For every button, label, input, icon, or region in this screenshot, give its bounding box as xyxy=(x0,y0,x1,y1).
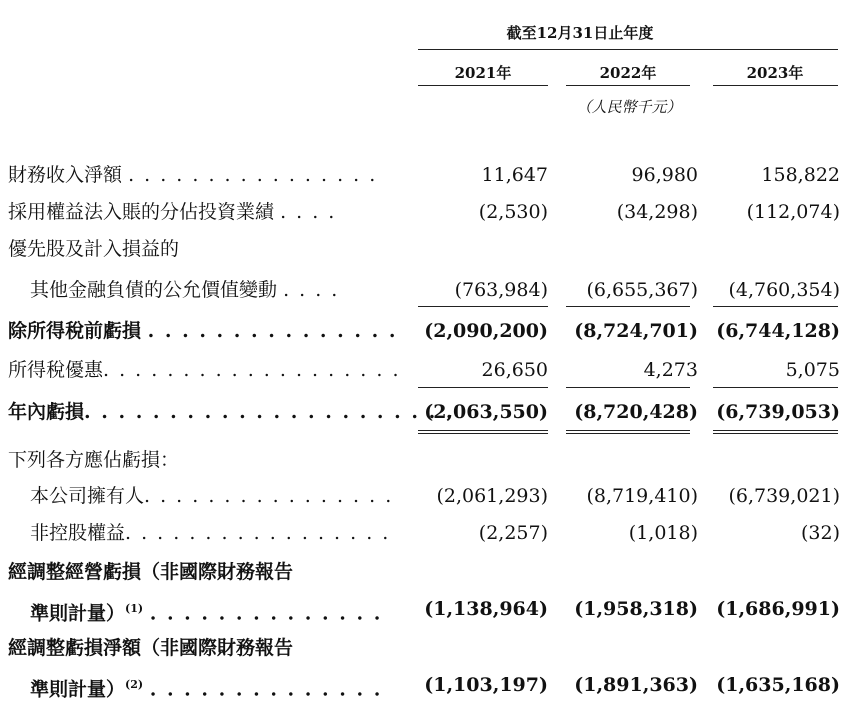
leader-dots: . . . . xyxy=(283,279,340,301)
total-rule-2a xyxy=(566,430,690,431)
subtotal-rule-2 xyxy=(566,306,690,307)
subtotal-rule-4 xyxy=(418,387,548,388)
leader-dots: . . . . . . . . . . . . . . . . xyxy=(144,485,394,507)
row-label: 除所得稅前虧損 xyxy=(8,320,142,342)
table-row xyxy=(0,195,858,229)
table-row xyxy=(0,395,858,429)
value-2021: (1,138,964) xyxy=(424,598,548,620)
value-2023: (4,760,354) xyxy=(728,279,840,301)
value-2023: (6,744,128) xyxy=(716,320,840,342)
value-2022: (34,298) xyxy=(616,201,698,223)
value-2022: (8,720,428) xyxy=(574,401,698,423)
year-2021: 2021年 xyxy=(454,64,512,82)
value-2021: (763,984) xyxy=(454,279,548,301)
row-label: 所得稅優惠 xyxy=(8,359,104,381)
row-label: 準則計量） xyxy=(30,678,126,701)
row-label: 採用權益法入賬的分佔投資業績 xyxy=(8,201,275,223)
subtotal-rule-5 xyxy=(566,387,690,388)
value-2023: (6,739,053) xyxy=(716,401,840,423)
year-rule-3 xyxy=(713,85,838,86)
row-label: 本公司擁有人 xyxy=(30,485,145,507)
total-rule-2b xyxy=(566,433,690,434)
footnote-ref: (1) xyxy=(125,602,144,615)
leader-dots: . . . . . . . . . . . . . . . . . . . . . . xyxy=(84,401,455,423)
value-2023: (6,739,021) xyxy=(728,485,840,507)
unit-label: （人民幣千元） xyxy=(576,98,682,116)
row-label: 優先股及計入損益的 xyxy=(8,238,180,260)
year-2022: 2022年 xyxy=(599,64,657,82)
row-label: 經調整虧損淨額（非國際財務報告 xyxy=(8,637,294,659)
table-row xyxy=(0,232,858,266)
row-label: 年內虧損 xyxy=(8,401,85,423)
table-row xyxy=(0,668,858,702)
value-2022: 96,980 xyxy=(631,164,698,186)
subtotal-rule-3 xyxy=(713,306,838,307)
value-2021: 26,650 xyxy=(481,359,548,381)
leader-dots: . . . . . . . . . . . . . . . . . xyxy=(125,522,391,544)
subtotal-rule-1 xyxy=(418,306,548,307)
table-row xyxy=(0,443,858,477)
year-rule-1 xyxy=(418,85,548,86)
table-row xyxy=(0,273,858,307)
period-title: 截至12月31日止年度 xyxy=(506,24,654,42)
leader-dots: . . . . . . . . . . . . . . . . . . . xyxy=(103,359,401,381)
row-label: 財務收入淨額 xyxy=(8,164,123,186)
row-label: 非控股權益 xyxy=(30,522,126,544)
leader-dots: . . . . . . . . . . . . . . . . xyxy=(128,164,378,186)
value-2021: (2,063,550) xyxy=(424,401,548,423)
table-row xyxy=(0,516,858,550)
header-rule xyxy=(418,49,838,50)
table-row xyxy=(0,592,858,626)
value-2021: (2,090,200) xyxy=(424,320,548,342)
row-label: 經調整經營虧損（非國際財務報告 xyxy=(8,561,294,583)
value-2021: (2,530) xyxy=(478,201,548,223)
row-label: 準則計量） xyxy=(30,602,126,625)
value-2022: (8,719,410) xyxy=(586,485,698,507)
value-2021: (2,061,293) xyxy=(436,485,548,507)
table-row xyxy=(0,555,858,589)
table-row xyxy=(0,631,858,665)
value-2021: (2,257) xyxy=(478,522,548,544)
value-2022: (6,655,367) xyxy=(586,279,698,301)
table-row xyxy=(0,479,858,513)
total-rule-3b xyxy=(713,433,838,434)
value-2023: (1,635,168) xyxy=(716,674,840,696)
table-row xyxy=(0,353,858,387)
value-2023: (112,074) xyxy=(746,201,840,223)
value-2022: (8,724,701) xyxy=(574,320,698,342)
value-2022: (1,018) xyxy=(628,522,698,544)
subtotal-rule-6 xyxy=(713,387,838,388)
total-rule-1a xyxy=(418,430,548,431)
year-2023: 2023年 xyxy=(746,64,804,82)
value-2022: 4,273 xyxy=(643,359,698,381)
value-2023: 5,075 xyxy=(785,359,840,381)
value-2023: (1,686,991) xyxy=(716,598,840,620)
value-2022: (1,958,318) xyxy=(574,598,698,620)
period-header xyxy=(0,22,858,46)
leader-dots: . . . . . . . . . . . . . . xyxy=(149,602,383,625)
leader-dots: . . . . . . . . . . . . . . xyxy=(149,678,383,701)
table-row xyxy=(0,158,858,192)
leader-dots: . . . . . . . . . . . . . . . xyxy=(147,320,398,342)
row-label: 下列各方應佔虧損： xyxy=(8,449,180,471)
value-2021: 11,647 xyxy=(481,164,548,186)
leader-dots: . . . . xyxy=(280,201,337,223)
table-row xyxy=(0,314,858,348)
total-rule-3a xyxy=(713,430,838,431)
value-2022: (1,891,363) xyxy=(574,674,698,696)
total-rule-1b xyxy=(418,433,548,434)
footnote-ref: (2) xyxy=(125,678,144,691)
value-2023: 158,822 xyxy=(761,164,840,186)
row-label: 其他金融負債的公允價值變動 xyxy=(30,279,278,301)
year-rule-2 xyxy=(566,85,690,86)
value-2023: (32) xyxy=(800,522,840,544)
value-2021: (1,103,197) xyxy=(424,674,548,696)
